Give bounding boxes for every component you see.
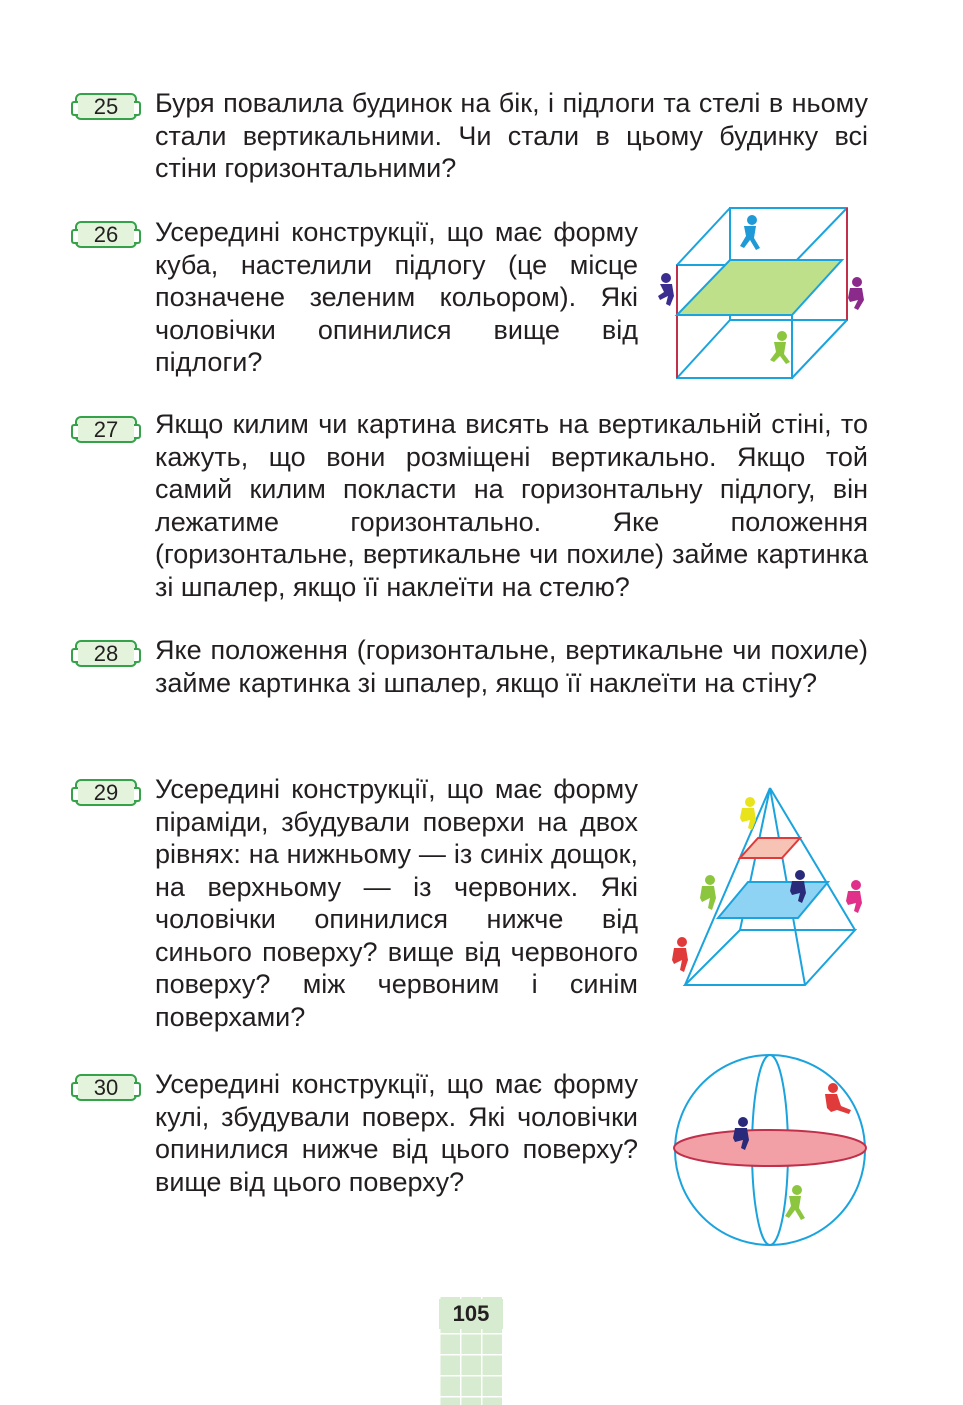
climber-icon [770, 331, 790, 364]
task-text: Усередині конструкції, що має форму куба, настелили підлогу (це місце позначене зеленим кольором). Які чоловічки опинилися вище від підлоги? [155, 217, 638, 377]
page-number-box [439, 1297, 503, 1405]
page-number: 105 [439, 1299, 503, 1329]
red-floor [674, 1130, 866, 1166]
task-text: Яке положення (горизонтальне, вертикальне чи похиле) займе картинка зі шпалер, якщо її наклеїти на стіну? [155, 635, 868, 698]
sphere-figure [665, 1048, 875, 1253]
task-text: Буря повалила будинок на бік, і підлоги та стелі в ньому стали вертикальними. Чи стали в цьому будинку всі стіни горизонтальними? [155, 88, 868, 183]
task-number-badge: 27 [75, 416, 137, 443]
climber-icon [700, 875, 716, 910]
climber-icon [825, 1083, 851, 1114]
task-text: Якщо килим чи картина висять на вертикальній стіні, то кажуть, що вони розміщені вертикально. Якщо той самий килим покласти на горизонтальну підлогу, він лежатиме горизонтально. Яке положення (горизонтальне, вертикальне чи похиле) займе картинка зі шпалер, якщо її наклеїти на стелю? [155, 409, 868, 602]
cube-figure [652, 200, 874, 385]
climber-icon [658, 273, 674, 306]
climber-icon [785, 1185, 805, 1220]
climber-icon [740, 215, 760, 250]
green-floor [677, 260, 842, 315]
task-number-badge: 26 [75, 221, 137, 248]
task-number-badge: 29 [75, 779, 137, 806]
climber-icon [846, 880, 862, 913]
task-number-badge: 30 [75, 1074, 137, 1101]
blue-floor [718, 882, 828, 918]
climber-icon [848, 277, 864, 310]
climber-icon [672, 937, 688, 972]
task-number-badge: 25 [75, 93, 137, 120]
task-number-badge: 28 [75, 640, 137, 667]
climber-icon [740, 797, 756, 830]
task-text: Усередині конструкції, що має форму піраміди, збудували поверхи на двох рівнях: на нижньому — із синіх дощок, на верхньому — із червоних. Які чоловічки опинилися нижче від синього поверху? вище від червоного поверху? між червоним і синім поверхами? [155, 774, 638, 1032]
pyramid-figure [660, 780, 875, 995]
task-text: Усередині конструкції, що має форму кулі, збудували поверх. Які чоловічки опинилися нижче від цього поверху? вище від цього поверху? [155, 1069, 638, 1197]
red-floor [740, 838, 800, 858]
